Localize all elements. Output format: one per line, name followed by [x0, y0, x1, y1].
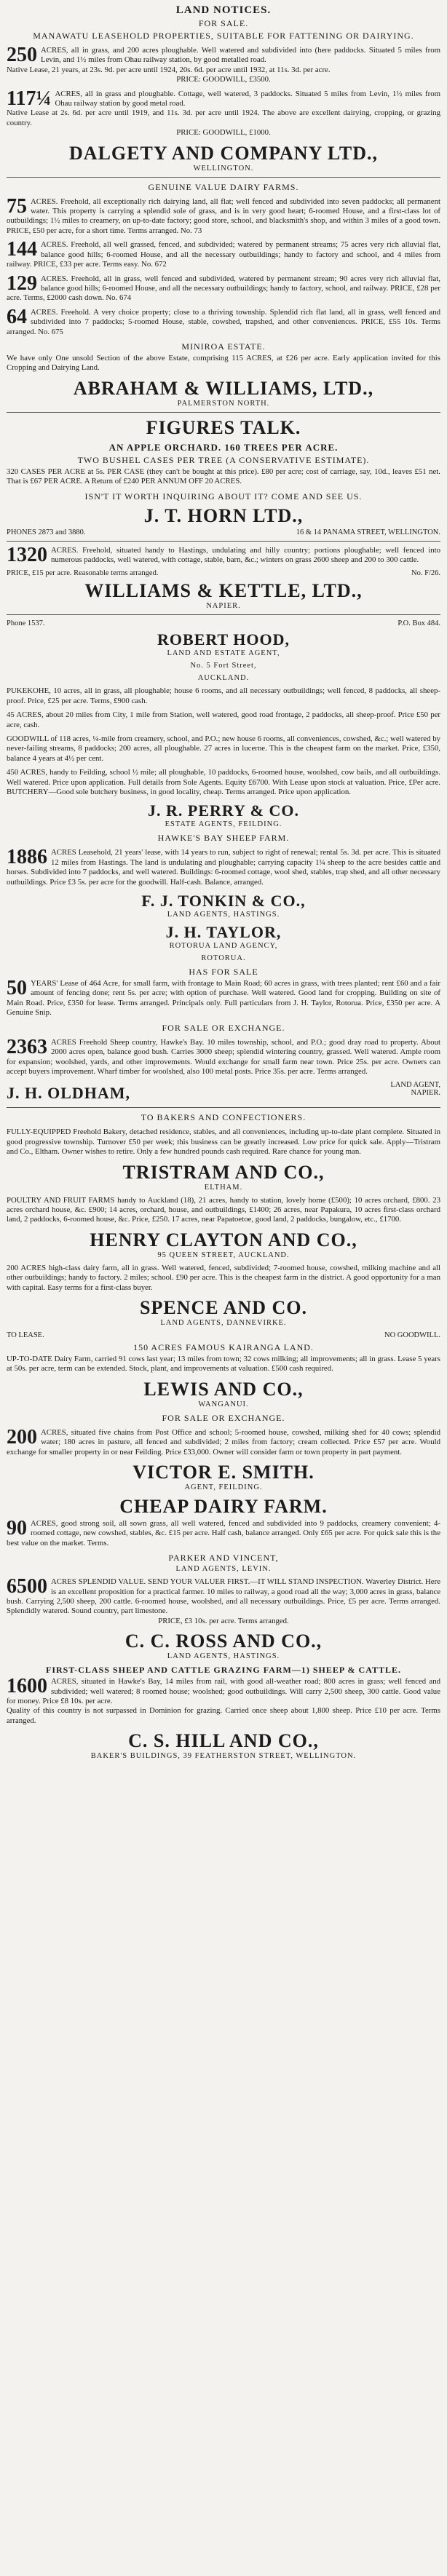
divider — [7, 412, 440, 413]
acreage: 2363 — [7, 1035, 47, 1058]
firm-address: LAND AGENTS, HASTINGS. — [167, 911, 280, 919]
ad-title: FIGURES TALK. — [146, 416, 301, 438]
listing-text: ACRES, all in grass and ploughable. Cottage, well watered, 3 paddocks. Situated 5 miles from Levin, 1½ miles from Ohau railway station by good metal road. — [55, 89, 440, 108]
ad-listing — [7, 274, 440, 304]
ad-title: CHEAP DAIRY FARM. — [119, 1496, 328, 1517]
firm-line: No. 5 Fort Street, — [190, 662, 257, 670]
listing-text: GOODWILL of 118 acres, ¼-mile from creamery, school, and P.O.; new house 6 rooms, all conveniences, cowshed, &c.; well watered by never-failing streams, 8 paddocks; 200 acres, all ploughable. 27 acres in lucerne. This is the cheapest farm on the market. Price, £350, balance 4 years at 4½ per cent. — [7, 734, 440, 763]
ad-line: AN APPLE ORCHARD. 160 TREES PER ACRE. — [108, 441, 339, 453]
ad-listing — [7, 87, 440, 138]
acreage: 1600 — [7, 1675, 47, 1698]
acreage: 1886 — [7, 846, 47, 869]
firm-address: 95 QUEEN STREET, AUCKLAND. — [157, 1251, 290, 1259]
firm-block — [7, 1081, 440, 1103]
listing-text: ACRES. Freehold, all well grassed, fenced, and subdivided; watered by permanent streams; 75 acres very rich alluvial flat, balance good hills; 6-roomed House, and all the necessary outbuildings; handy to factory and school, and 4 miles from railway. PRICE, £33 per acre. Terms easy. No. 672 — [7, 240, 440, 269]
section-heading: LAND NOTICES. — [175, 4, 272, 16]
ad-subtitle: HAS FOR SALE — [189, 967, 258, 978]
listing-text: ACRES. Freehold, all in grass, well fenced and subdivided, watered by permanent stream; 90 acres very rich alluvial flat, balance good hills; 6-roomed House, and all the necessary outbuildings; handy to factory, school, and railway. PRICE, £28 per acre. Terms, £2000 cash down. No. 674 — [7, 274, 440, 303]
ad-title: FIRST-CLASS SHEEP AND CATTLE GRAZING FARM—1) SHEEP & CATTLE. — [46, 1665, 401, 1676]
ad-listing — [7, 1035, 440, 1077]
ad-title: FOR SALE OR EXCHANGE. — [162, 1022, 285, 1033]
acreage: 75 — [7, 194, 27, 218]
acreage: 50 — [7, 977, 27, 1000]
firm-role — [390, 1081, 440, 1103]
listing-text: 45 ACRES, about 20 miles from City, 1 mile from Station, well watered, good road frontage, 2 paddocks, all sheep-proof. Price £50 per acre, cash. — [7, 710, 440, 729]
firm-contact — [7, 619, 440, 627]
divider — [7, 177, 440, 178]
ad-listing — [7, 240, 440, 269]
listing-price: PRICE: GOODWILL, £3500. — [176, 75, 271, 84]
listing-text: ACRES SPLENDID VALUE. SEND YOUR VALUER FIRST.—IT WILL STAND INSPECTION. Waverley District. Here is an excellent proposition for a practical farmer. 10 miles to railway, a good road all the way; 3,000 acres in grass, balance bush. Carrying 2,500 sheep, 200 cattle. 6-roomed house, woolshed, and all necessary outbuildings. Price, £5 per acre. Terms arranged. Splendidly watered. Sound country, part limestone. — [7, 1577, 440, 1616]
firm-address: LAND AGENTS, LEVIN. — [175, 1565, 272, 1574]
ad-title: TO LEASE. — [7, 1331, 44, 1339]
listing-text: FULLY-EQUIPPED Freehold Bakery, detached residence, stables, and all conveniences, including up-to-date plant complete. Situated in good progressive township. Turnover £50 per week; this business can be greatly increased. Low price for quick sale. Apply—Tristram and Co., Eltham. Owner wishes to retire. Only a few hundred pounds cash required. Rare chance for young man. — [7, 1128, 440, 1157]
firm-name: J. T. HORN LTD., — [143, 504, 304, 526]
listing-text: YEARS' Lease of 464 Acre, for small farm, with frontage to Main Road; 60 acres in grass, with trees planted; rent £60 and a fair amount of fencing done; rent 5s. per acre; with option of purchase. Well watered. Good land for cropping. Building on site of Main Road. Price, £350 for lease. Terms arranged. Principals only. Full particulars from J. H. Taylor, Rotorua. Price, £350 per acre. A Genuine Snip. — [7, 979, 440, 1018]
firm-address: 16 & 14 PANAMA STREET, WELLINGTON. — [296, 528, 440, 536]
listing-price: PRICE, £3 10s. per acre. Terms arranged. — [158, 1616, 289, 1625]
listing-text: ACRES, good strong soil, all sown grass, all well watered, fenced and subdivided into 9 paddocks, creamery convenient; 4-roomed cottage, new cowshed, stables, &c. £15 per acre. Half cash, balance arranged. Only £65 per acre. For quick sale this is the best value on the market. Terms. — [7, 1519, 440, 1547]
firm-address: AUCKLAND. — [197, 674, 250, 683]
ad-line: TWO BUSHEL CASES PER TREE (A CONSERVATIVE ESTIMATE). — [77, 454, 370, 465]
firm-address: LAND AGENTS, DANNEVIRKE. — [160, 1318, 287, 1327]
listing-terms: Native Lease at 2s. 6d. per acre until 1919, and 11s. 3d. per acre until 1924. The above are excellent dairying, cropping, or grazing country. — [7, 108, 440, 127]
ad-listing — [7, 1577, 440, 1626]
acreage: 64 — [7, 305, 27, 328]
firm-name: WILLIAMS & KETTLE, LTD., — [84, 580, 363, 602]
divider — [7, 541, 440, 542]
divider — [7, 1107, 440, 1108]
firm-contact — [7, 528, 440, 536]
listing-ref: No. F/26. — [411, 569, 440, 578]
ad-title-row — [7, 1331, 440, 1339]
firm-name: J. H. OLDHAM, — [7, 1084, 131, 1103]
ad-listing — [7, 979, 440, 1018]
firm-name: C. S. HILL AND CO., — [128, 1730, 319, 1752]
firm-address: LAND AGENTS, HASTINGS. — [167, 1652, 280, 1661]
section-subheading: FOR SALE. — [198, 18, 249, 28]
firm-address: ESTATE AGENTS, FEILDING. — [165, 820, 282, 829]
listing-text: PUKEKOHE, 10 acres, all in grass, all ploughable; house 6 rooms, and all necessary outbuildings; well fenced, 8 paddocks, all sheep-proof. Price, £25 per acre. Terms, £900 cash. — [7, 686, 440, 705]
firm-name: VICTOR E. SMITH. — [132, 1462, 315, 1483]
firm-address: AGENT, FEILDING. — [184, 1483, 263, 1491]
ad-title: TO BAKERS AND CONFECTIONERS. — [141, 1112, 306, 1123]
listing-text: ACRES, situated in Hawke's Bay, 14 miles from rail, with good all-weather road; 800 acres in grass; well fenced and subdivided; well watered; 8 roomed house; woolshed; good outbuildings. Will carry 2,500 sheep, 300 cattle. Good value for money. Price £8 10s. per acre. — [7, 1677, 440, 1706]
ad-title: NO GOODWILL. — [384, 1331, 440, 1339]
firm-name: F. J. TONKIN & CO., — [141, 892, 306, 911]
acreage: 90 — [7, 1517, 27, 1539]
ad-title: FOR SALE OR EXCHANGE. — [162, 1412, 285, 1423]
ad-listing — [7, 1677, 440, 1726]
ad-listing — [7, 543, 440, 566]
listing-text: ACRES, all in grass, and 200 acres ploughable. Well watered and subdivided into (here paddocks. Situated 5 miles from Levin, and 1½ miles from Ohau railway station, by good metalled road. — [41, 46, 440, 65]
listing-text: ACRES. Freehold, situated handy to Hastings, undulating and hilly country; portions ploughable; well fenced into numerous paddocks, well watered, with cottage, stable, barn, &c.; winters on grass 2600 sheep and 200 to 300 cattle. — [51, 545, 440, 564]
firm-name: HENRY CLAYTON AND CO., — [90, 1229, 357, 1251]
ad-listing — [7, 848, 440, 887]
firm-name: TRISTRAM AND CO., — [122, 1161, 325, 1183]
ad-listing — [7, 194, 440, 237]
ad-subtitle: MINIROA ESTATE. — [181, 341, 266, 352]
listing-price: PRICE, £15 per acre. Reasonable terms arranged. — [7, 569, 159, 578]
firm-name: PARKER AND VINCENT, — [168, 1553, 279, 1564]
listing-text: ACRES, situated five chains from Post Office and school; 5-roomed house, cowshed, milking shed for 40 cows; splendid water; 180 acres in pasture, all fenced and subdivided; 2 miles from factory; cream collected. Price £57 per acre. Would exchange for smaller property in or near Feilding. Price £33,000. Owner will consider farm or town property in part payment. — [7, 1427, 440, 1457]
listing-text: ACRES Freehold Sheep country, Hawke's Bay. 10 miles township, school, and P.O.; good dray road to property. About 2000 acres open, balance good bush. Carries 3000 sheep; splendid wintering country, grassed. Well watered. Ample room for expansion; woolshed, yards, and other improvements. Would exchange for small farm near town. Price 25s. per acre. Owners can accept buyers improvement. Wharf timber for woolshed, also 100 metal posts. Price 35s. per acre. Terms arranged. — [7, 1037, 440, 1076]
listing-text: POULTRY AND FRUIT FARMS handy to Auckland (18), 21 acres, handy to station, lovely home (£500); 10 acres orchard, £800. 23 acres orchard house, &c. £900; 14 acres, orchard, house, and outbuildings, £1400; 26 acres, near Papakura, 10 acres first-class orchard land, 2 paddocks, 6-roomed house, &c. Price, £250. 17 acres, near Papatoetoe, good land, 2 paddocks, bungalow, etc., £1700. — [7, 1195, 440, 1224]
firm-name: J. R. PERRY & CO. — [148, 801, 299, 820]
firm-address: PALMERSTON NORTH. — [177, 399, 270, 408]
firm-name: DALGETY AND COMPANY LTD., — [69, 142, 378, 164]
divider — [7, 614, 440, 615]
listing-text: UP-TO-DATE Dairy Farm, carried 91 cows last year; 13 miles from town; 32 cows milking; all improvements; all in grass. Lease 5 years at 50s. per acre, term can be extended. Stock, plant, and improvements at valuation. £500 cash required. — [7, 1354, 440, 1374]
ad-title: GENUINE VALUE DAIRY FARMS. — [148, 181, 299, 192]
ad-listing — [7, 305, 440, 337]
newspaper-page — [7, 0, 440, 1760]
firm-address: WELLINGTON. — [193, 164, 254, 173]
acreage: 144 — [7, 238, 37, 261]
ad-listing — [7, 1425, 440, 1457]
listing-text: Quality of this country is not surpassed in Dominion for grazing. Carried once sheep about 1,800 sheep. Price £10 per acre. Terms arranged. — [7, 1706, 440, 1725]
firm-address: NAPIER. — [411, 1089, 440, 1098]
firm-name: ROBERT HOOD, — [157, 630, 290, 649]
firm-box: P.O. Box 484. — [397, 619, 440, 628]
ad-listing — [7, 46, 440, 85]
firm-name: LEWIS AND CO., — [143, 1378, 304, 1400]
acreage: 1320 — [7, 543, 47, 566]
ad-subtitle: 150 ACRES FAMOUS KAIRANGA LAND. — [133, 1341, 314, 1352]
firm-line: LAND AND ESTATE AGENT, — [167, 649, 280, 658]
firm-name: J. H. TAYLOR, — [165, 923, 282, 942]
ad-listing — [7, 1519, 440, 1548]
acreage: 129 — [7, 272, 37, 295]
firm-address: BAKER'S BUILDINGS, 39 FEATHERSTON STREET, WELLINGTON. — [90, 1752, 357, 1761]
firm-phone: PHONES 2873 and 3880. — [7, 528, 86, 536]
ad-line: ISN'T IT WORTH INQUIRING ABOUT IT? COME AND SEE US. — [84, 491, 363, 502]
acreage: 200 — [7, 1425, 37, 1448]
firm-address: ELTHAM. — [204, 1183, 243, 1192]
ad-title: MANAWATU LEASEHOLD PROPERTIES, SUITABLE FOR FATTENING OR DAIRYING. — [33, 31, 414, 41]
listing-text: ACRES. Freehold. A very choice property; close to a thriving township. Splendid rich flat land, all in grass, well fenced and subdivided into 7 paddocks; 5-roomed House, stable, cowshed, trapshed, and other conveniences. PRICE, £55 10s. Terms arranged. No. 675 — [7, 307, 440, 336]
listing-text: ACRES Leasehold, 21 years' lease, with 14 years to run, subject to right of renewal; rental 5s. 3d. per acre. This is situated 12 miles from Hastings. The land is undulating and ploughable; carrying capacity 1¼ sheep to the acre besides cattle and horses. Subdivided into 7 paddocks, and well watered. Buildings: 6-roomed cottage, wool shed, stables, trap shed, and all other necessary outbuildings. Price £3 5s. per acre for the goodwill. Half-cash. Balance, arranged. — [7, 848, 440, 887]
listing-text: ACRES. Freehold, all exceptionally rich dairying land, all flat; well fenced and subdivided into seven paddocks; all permanent water. This property is carrying a splendid sole of grass, and is in very good heart; 6-roomed House, and a first-class lot of outbuildings; 1½ miles to creamery, on up-to-date factory; good store, school, and blacksmith's shop, and within 3 miles of a good town. PRICE, £50 per acre, for a short time. Terms arranged. No. 73 — [7, 197, 440, 235]
listing-text: 450 ACRES, handy to Feilding, school ½ mile; all ploughable, 10 paddocks, 6-roomed house, woolshed, cow bails, and all outbuildings. Well watered. Price upon application. Full details from Sole Agents. Equity £6700. With Lease upon stock at valuation. Price, £Per acre. BUTCHERY—Good sole butchery business, in good locality, cheap. Terms arranged. Price upon application. — [7, 768, 440, 797]
listing-text: We have only One unsold Section of the above Estate, comprising 115 ACRES, at £26 per acre. Early application invited for this Cropping and Dairying Land. — [7, 353, 440, 373]
firm-phone: Phone 1537. — [7, 619, 45, 628]
firm-name: SPENCE AND CO. — [140, 1296, 307, 1318]
listing-terms: Native Lease, 21 years, at 23s. 9d. per acre until 1924, 20s. 6d. per acre until 1932, at 11s. 3d. per acre. — [7, 65, 331, 74]
listing-text: 320 CASES PER ACRE at 5s. PER CASE (they can't be bought at this price). £80 per acre; cost of carriage, say, 10d., leaves £51 net. That is £67 PER ACRE. A Return of £240 PER ANNUM OFF 20 ACRES. — [7, 467, 440, 486]
firm-name: ABRAHAM & WILLIAMS, LTD., — [73, 377, 374, 399]
acreage: 6500 — [7, 1575, 47, 1598]
firm-line: LAND AGENT, — [390, 1081, 440, 1090]
firm-line: ROTORUA LAND AGENCY, — [169, 942, 278, 951]
firm-address: WANGANUI. — [198, 1400, 249, 1408]
price-line — [7, 569, 440, 577]
firm-address: ROTORUA. — [201, 954, 246, 963]
listing-price: PRICE: GOODWILL, £1000. — [176, 128, 271, 138]
acreage: 250 — [7, 44, 37, 66]
firm-name: C. C. ROSS AND CO., — [124, 1630, 323, 1652]
listing-text: 200 ACRES high-class dairy farm, all in grass. Well watered, fenced, subdivided; 7-roomed house, cowshed, milking machine and all other outbuildings; handy to factory. 2 miles; school. £90 per acre. This is the cheapest farm in the district. A good opportunity for a man with capital. Easy terms for a first-class buyer. — [7, 1263, 440, 1292]
acreage: 117¼ — [7, 87, 52, 110]
ad-title: HAWKE'S BAY SHEEP FARM. — [157, 833, 290, 844]
firm-address: NAPIER. — [206, 602, 241, 611]
